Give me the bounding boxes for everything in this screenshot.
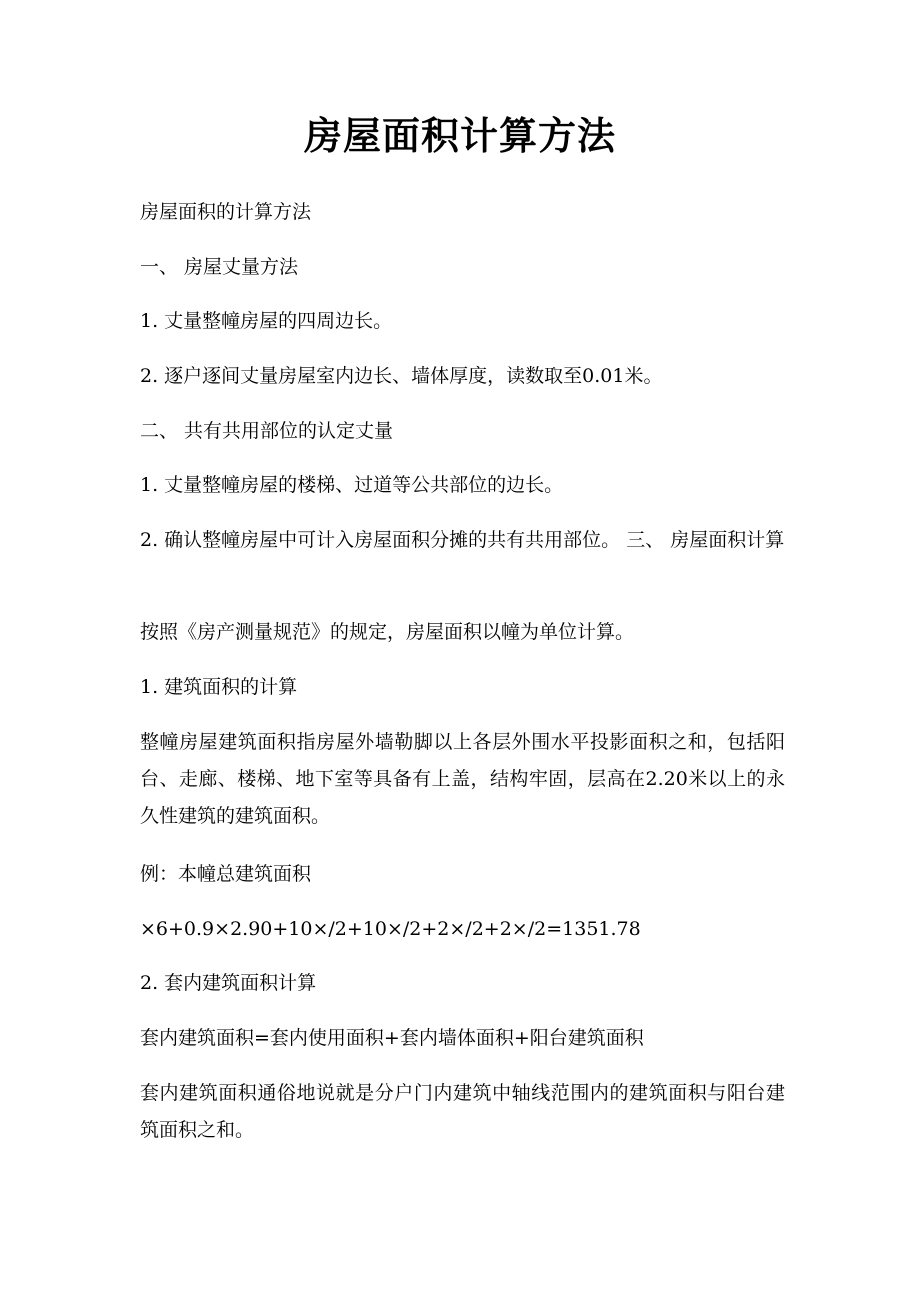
example-label: 例：本幢总建筑面积 — [140, 863, 312, 885]
paragraph: 按照《房产测量规范》的规定，房屋面积以幢为单位计算。 — [140, 621, 635, 643]
section-heading-2: 二、 共有共用部位的认定丈量 — [140, 420, 394, 442]
list-item: 1. 丈量整幢房屋的楼梯、过道等公共部位的边长。 — [140, 474, 564, 496]
list-item: 2. 确认整幢房屋中可计入房屋面积分摊的共有共用部位。 三、 房屋面积计算 — [140, 529, 785, 551]
paragraph: 套内建筑面积通俗地说就是分户门内建筑中轴线范围内的建筑面积与阳台建筑面积之和。 — [140, 1082, 785, 1141]
list-item: 1. 丈量整幢房屋的四周边长。 — [140, 310, 393, 332]
list-item: 2. 逐户逐间丈量房屋室内边长、墙体厚度，读数取至0.01米。 — [140, 365, 663, 387]
formula: 套内建筑面积=套内使用面积+套内墙体面积+阳台建筑面积 — [140, 1027, 644, 1049]
formula: ×6+0.9×2.90+10×/2+10×/2+2×/2+2×/2=1351.78 — [140, 918, 641, 940]
list-item: 1. 建筑面积的计算 — [140, 676, 298, 698]
list-item: 2. 套内建筑面积计算 — [140, 972, 317, 994]
document-title: 房屋面积计算方法 — [303, 113, 616, 158]
paragraph: 整幢房屋建筑面积指房屋外墙勒脚以上各层外围水平投影面积之和，包括阳台、走廊、楼梯、地下室等具备有上盖，结构牢固，层高在2.20米以上的永久性建筑的建筑面积。 — [140, 731, 785, 827]
section-heading-1: 一、 房屋丈量方法 — [140, 256, 299, 278]
paragraph-subtitle: 房屋面积的计算方法 — [140, 201, 312, 223]
